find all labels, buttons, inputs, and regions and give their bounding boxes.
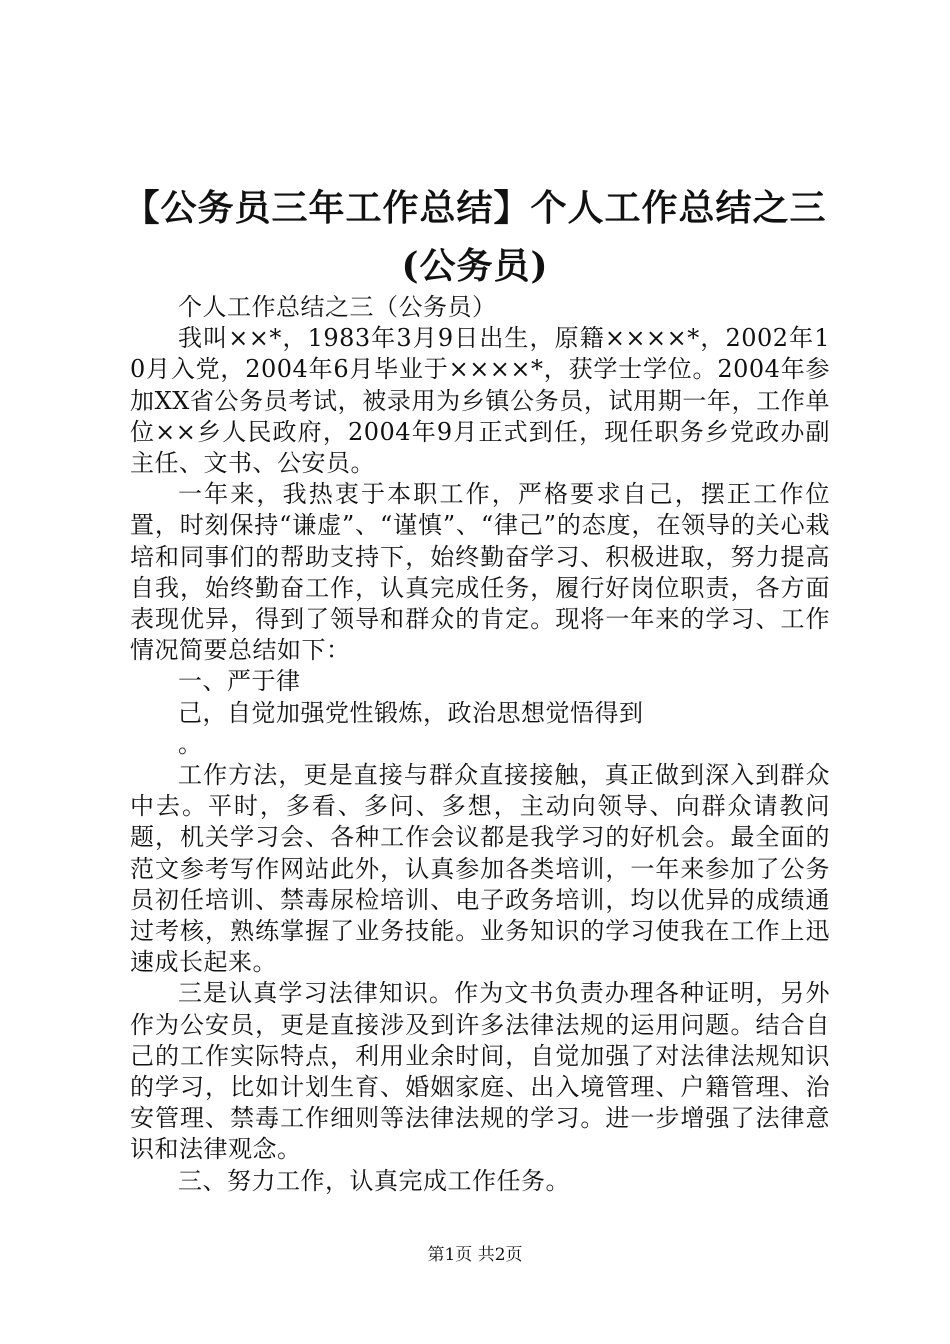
paragraph-subtitle: 个人工作总结之三（公务员） [178, 293, 497, 321]
paragraph-period: 。 [178, 729, 203, 758]
document-title-line1: 【公务员三年工作总结】个人工作总结之三 [123, 187, 827, 229]
document-body [130, 292, 830, 1197]
paragraph-section-one-heading: 一、严于律 [178, 667, 301, 696]
paragraph-section-three-heading: 三、努力工作，认真完成工作任务。 [178, 1166, 570, 1195]
document-title-line2: (公务员) [401, 245, 549, 287]
paragraph-work-method: 工作方法，更是直接与群众直接接触，真正做到深入到群众中去。平时，多看、多问、多想，主动向领导、向群众请教问题，机关学习会、各种工作会议都是我学习的好机会。最全面的范文参考写作网站此外，认真参加各类培训，一年来参加了公务员初任培训、禁毒尿检培训、电子政务培训，均以优异的成绩通过考核，熟练掌握了业务技能。业务知识的学习使我在工作上迅速成长起来。 [130, 761, 830, 977]
paragraph-law-study: 三是认真学习法律知识。作为文书负责办理各种证明，另外作为公安员，更是直接涉及到许多法律法规的运用问题。结合自己的工作实际特点，利用业余时间，自觉加强了对法律法规知识的学习，比如计划生育、婚姻家庭、出入境管理、户籍管理、治安管理、禁毒工作细则等法律法规的学习。进一步增强了法律意识和法律观念。 [130, 979, 830, 1164]
page-footer: 第1页 共2页 [427, 1245, 523, 1265]
paragraph-section-one-fragment: 己，自觉加强党性锻炼，政治思想觉悟得到 [178, 698, 644, 727]
paragraph-overview: 一年来，我热衷于本职工作，严格要求自己，摆正工作位置，时刻保持“谦虚”、“谨慎”、“律己”的态度，在领导的关心栽培和同事们的帮助支持下，始终勤奋学习、积极进取，努力提高自我，始终勤奋工作，认真完成任务，履行好岗位职责，各方面表现优异，得到了领导和群众的肯定。现将一年来的学习、工作情况简要总结如下： [130, 480, 830, 665]
paragraph-intro: 我叫××*，1983年3月9日出生，原籍××××*，2002年10月入党，2004年6月毕业于××××*，获学士学位。2004年参加XX省公务员考试，被录用为乡镇公务员，试用期一年，工作单位××乡人民政府，2004年9月正式到任，现任职务乡党政办副主任、文书、公安员。 [130, 324, 830, 478]
